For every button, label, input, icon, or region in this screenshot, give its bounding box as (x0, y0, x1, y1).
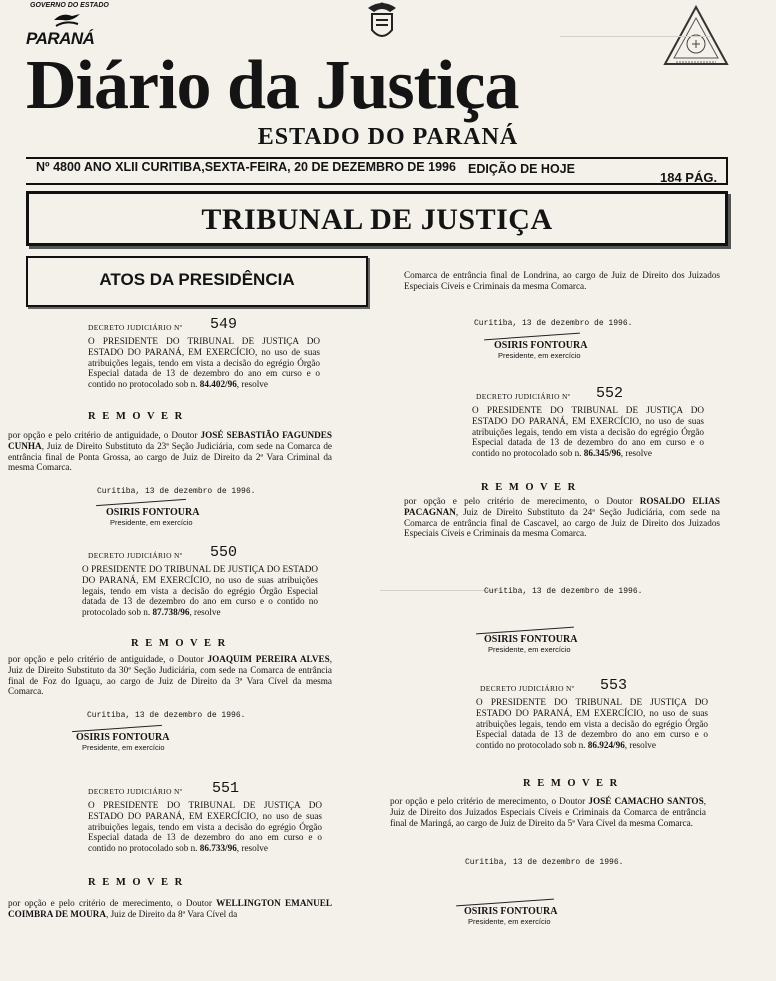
remover-heading: R E M O V E R (481, 482, 578, 493)
decree-551 (88, 782, 322, 854)
state-logo-text: PARANÁ (26, 29, 95, 48)
decree-label: DECRETO JUDICIÁRIO Nº (476, 392, 571, 401)
decree-549 (88, 318, 320, 390)
decree-label: DECRETO JUDICIÁRIO Nº (480, 684, 575, 693)
decree-preamble: O PRESIDENTE DO TRIBUNAL DE JUSTIÇA DO ESTADO DO PARANÁ, EM EXERCÍCIO, no uso de suas atribuições legais, tendo em vista a decisão do egrégio Órgão Especial datada de 13 de dezembro do ano em curso e o contido no protocolado sob n. 84.402/96, resolve (88, 336, 320, 390)
signature-block (484, 336, 624, 360)
signer-name: OSIRIS FONTOURA (464, 906, 558, 917)
government-logo-icon (52, 10, 82, 30)
remover-heading: R E M O V E R (523, 778, 620, 789)
decree-date: Curitiba, 13 de dezembro de 1996. (97, 487, 256, 496)
remover-heading: R E M O V E R (88, 411, 185, 422)
decree-550 (82, 546, 318, 618)
government-label: GOVERNO DO ESTADO (30, 2, 109, 9)
decree-label: DECRETO JUDICIÁRIO Nº (88, 323, 183, 332)
decree-number: 552 (596, 385, 624, 402)
decree-number: 550 (210, 544, 238, 561)
decree-number: 549 (210, 316, 238, 333)
signer-title: Presidente, em exercício (82, 743, 165, 752)
signature-block (456, 902, 606, 926)
decree-preamble: O PRESIDENTE DO TRIBUNAL DE JUSTIÇA DO ESTADO DO PARANÁ, EM EXERCÍCIO, no uso de suas atribuições legais, tendo em vista a decisão do egrégio Órgão Especial datada de 13 de dezembro do ano em curso e o contido no protocolado sob n. 86.345/96, resolve (472, 405, 704, 459)
decree-body: por opção e pelo critério de merecimento, o Doutor ROSALDO ELIAS PACAGNAN, Juiz de Direito Substituto da 24ª Seção Judiciária, com sede na Comarca de entrância final de Cascavel, ao cargo de Juiz de Direito dos Juizados Especiais Cíveis e Criminais da mesma Comarca. (404, 496, 720, 539)
bleed-through-text (560, 36, 710, 51)
decree-552 (472, 387, 704, 459)
decree-body: por opção e pelo critério de merecimento, o Doutor JOSÉ CAMACHO SANTOS, Juiz de Direito dos Juizados Especiais Cíveis e Criminais da Comarca de entrância final de Maringá, ao cargo de Juiz de Direito da 5ª Vara Cível da mesma Comarca. (390, 796, 706, 828)
signer-name: OSIRIS FONTOURA (494, 340, 588, 351)
decree-preamble: O PRESIDENTE DO TRIBUNAL DE JUSTIÇA DO ESTADO DO PARANÁ, EM EXERCÍCIO, no uso de suas atribuições legais, tendo em vista a decisão do egrégio Órgão Especial datada de 13 de dezembro do ano em curso e o contido no protocolado sob n. 87.738/96, resolve (82, 564, 318, 618)
signer-title: Presidente, em exercício (468, 917, 551, 926)
remover-heading: R E M O V E R (88, 877, 185, 888)
decree-label: DECRETO JUDICIÁRIO Nº (88, 551, 183, 560)
signature-line (96, 499, 186, 506)
page-count: 184 PÁG. (660, 170, 718, 185)
signer-name: OSIRIS FONTOURA (76, 732, 170, 743)
decree-date: Curitiba, 13 de dezembro de 1996. (474, 319, 633, 328)
decree-number: 551 (212, 780, 240, 797)
section-title: TRIBUNAL DE JUSTIÇA (201, 203, 553, 236)
issue-line: Nº 4800 ANO XLII CURITIBA,SEXTA-FEIRA, 20 DE DEZEMBRO DE 1996 (36, 160, 456, 174)
signer-name: OSIRIS FONTOURA (484, 634, 578, 645)
signer-title: Presidente, em exercício (488, 645, 571, 654)
decree-number: 553 (600, 677, 628, 694)
subsection-title: ATOS DA PRESIDÊNCIA (99, 270, 295, 289)
remover-heading: R E M O V E R (131, 638, 228, 649)
coat-of-arms-icon (360, 0, 404, 46)
edition-label: EDIÇÃO DE HOJE (468, 162, 575, 176)
masthead-subtitle: ESTADO DO PARANÁ (257, 124, 519, 150)
decree-body: por opção e pelo critério de antiguidade, o Doutor JOSÉ SEBASTIÃO FAGUNDES CUNHA, Juiz de Direito Substituto da 23ª Seção Judiciária, com sede na Comarca de entrância final de Ponta Grossa, ao cargo de Juiz de Direito da 2ª Vara Criminal da mesma Comarca. (8, 430, 332, 473)
signature-block (72, 728, 212, 752)
signer-name: OSIRIS FONTOURA (106, 507, 200, 518)
decree-551-continuation: Comarca de entrância final de Londrina, ao cargo de Juiz de Direito dos Juizados Especiais Cíveis e Criminais da mesma Comarca. (404, 270, 720, 291)
decree-date: Curitiba, 13 de dezembro de 1996. (484, 587, 643, 596)
decree-label: DECRETO JUDICIÁRIO Nº (88, 787, 183, 796)
bleed-through-text (380, 590, 500, 603)
decree-body: por opção e pelo critério de antiguidade, o Doutor JOAQUIM PEREIRA ALVES, Juiz de Direito Substituto da 30ª Seção Judiciária, com sede na Comarca de entrância final de Foz do Iguaçu, ao cargo de Juiz de Direito da 3ª Vara Cível da mesma Comarca. (8, 654, 332, 697)
signature-block (96, 502, 236, 527)
masthead-title: Diário da Justiça (26, 47, 519, 124)
decree-553 (476, 679, 708, 751)
signer-title: Presidente, em exercício (110, 518, 193, 527)
decree-preamble: O PRESIDENTE DO TRIBUNAL DE JUSTIÇA DO ESTADO DO PARANÁ, EM EXERCÍCIO, no uso de suas atribuições legais, tendo em vista a decisão do egrégio Órgão Especial datada de 13 de dezembro do ano em curso e o contido no protocolado sob n. 86.733/96, resolve (88, 800, 322, 854)
decree-body: por opção e pelo critério de merecimento, o Doutor WELLINGTON EMANUEL COIMBRA DE MOURA, Juiz de Direito da 8ª Vara Cível da (8, 898, 332, 919)
decree-date: Curitiba, 13 de dezembro de 1996. (465, 858, 624, 867)
signature-block (476, 630, 626, 654)
decree-preamble: O PRESIDENTE DO TRIBUNAL DE JUSTIÇA DO ESTADO DO PARANÁ, EM EXERCÍCIO, no uso de suas atribuições legais, tendo em vista a decisão do egrégio Órgão Especial datada de 13 de dezembro do ano em curso e o contido no protocolado sob n. 86.924/96, resolve (476, 697, 708, 751)
decree-date: Curitiba, 13 de dezembro de 1996. (87, 711, 246, 720)
signer-title: Presidente, em exercício (498, 351, 581, 360)
